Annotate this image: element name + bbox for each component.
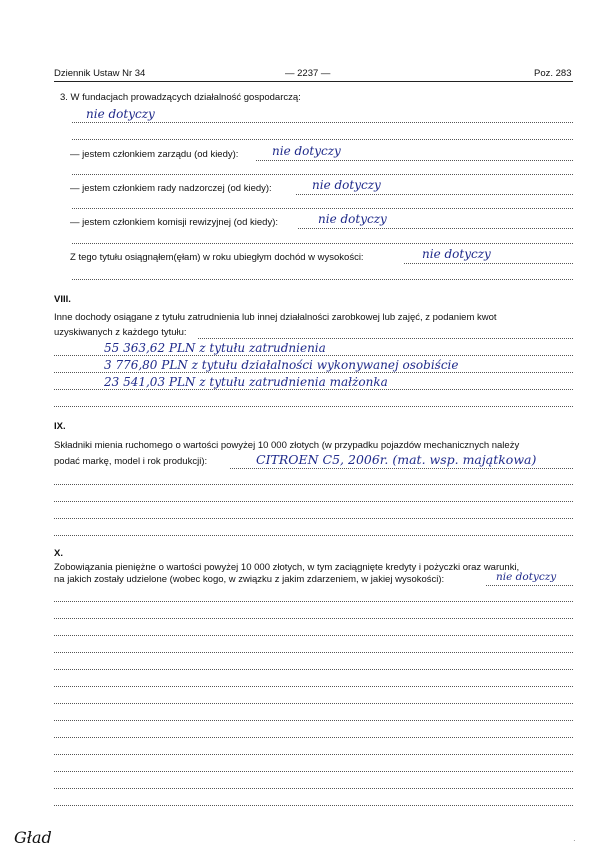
page-number: — 2237 — [285,68,331,79]
audit-committee-label: — jestem członkiem komisji rewizyjnej (od kiedy): [70,217,278,228]
dotted-line [54,618,573,619]
dotted-line [54,788,573,789]
dotted-line [72,243,573,244]
dotted-line [54,518,573,519]
income-entry: 23 541,03 PLN z tytułu zatrudnienia małżonka [104,375,388,389]
income-entry: 3 776,80 PLN z tytułu działalności wykonywanej osobiście [104,358,459,372]
supervisory-board-value: nie dotyczy [312,178,381,192]
dotted-line [486,585,573,586]
section8-text-line2: uzyskiwanych z każdego tytułu: [54,327,187,338]
section10-number: X. [54,548,63,559]
section3-handwritten-value: nie dotyczy [86,107,155,121]
dotted-line [54,601,573,602]
dotted-line [54,389,573,390]
section10-text-line1: Zobowiązania pieniężne o wartości powyżej 10 000 złotych, w tym zaciągnięte kredyty i pożyczki oraz warunki, [54,562,520,573]
dotted-line [404,263,573,264]
section9-text-line1: Składniki mienia ruchomego o wartości powyżej 10 000 złotych (w przypadku pojazdów mechanicznych należy [54,440,520,451]
header-rule [54,81,573,82]
dotted-line [54,652,573,653]
dotted-line [72,279,573,280]
supervisory-board-label: — jestem członkiem rady nadzorczej (od kiedy): [70,183,272,194]
dotted-line [72,122,573,123]
dotted-line [298,228,573,229]
dotted-line [54,720,573,721]
position-number: Poz. 283 [534,68,572,79]
section3-title: 3. W fundacjach prowadzących działalność gospodarczą: [60,92,301,103]
dotted-line [54,535,573,536]
section9-text-line2: podać markę, model i rok produkcji): [54,456,208,467]
dotted-line [256,160,573,161]
income-value: nie dotyczy [422,247,491,261]
liabilities-value: nie dotyczy [496,571,557,583]
section9-number: IX. [54,421,66,432]
dotted-line [54,406,573,407]
scan-mark: · [573,836,576,845]
dotted-line [54,484,573,485]
dotted-line [296,194,573,195]
journal-title: Dziennik Ustaw Nr 34 [54,68,146,79]
dotted-line [54,737,573,738]
section10-text-line2: na jakich zostały udzielone (wobec kogo, w związku z jakim zdarzeniem, w jakiej wysokości): [54,574,445,585]
board-member-value: nie dotyczy [272,144,341,158]
section8-text-line1: Inne dochody osiągane z tytułu zatrudnienia lub innej działalności zarobkowej lub zajęć, z podaniem kwot [54,312,497,323]
dotted-line [54,703,573,704]
section8-number: VIII. [54,294,71,305]
dotted-line [54,372,573,373]
income-label: Z tego tytułu osiągnąłem(ęłam) w roku ubiegłym dochód w wysokości: [70,252,364,263]
board-member-label: — jestem członkiem zarządu (od kiedy): [70,149,239,160]
dotted-line [54,771,573,772]
dotted-line [72,139,573,140]
dotted-line [54,669,573,670]
dotted-line [54,754,573,755]
movable-property-value: CITROEN C5, 2006r. (mat. wsp. majątkowa) [256,452,537,467]
dotted-line [54,501,573,502]
handwritten-initials: Gład [14,828,52,847]
dotted-line [230,468,573,469]
dotted-line [72,174,573,175]
dotted-line [198,338,573,339]
dotted-line [72,208,573,209]
dotted-line [54,355,573,356]
dotted-line [54,805,573,806]
dotted-line [54,635,573,636]
income-entry: 55 363,62 PLN z tytułu zatrudnienia [104,341,326,355]
audit-committee-value: nie dotyczy [318,212,387,226]
dotted-line [54,686,573,687]
